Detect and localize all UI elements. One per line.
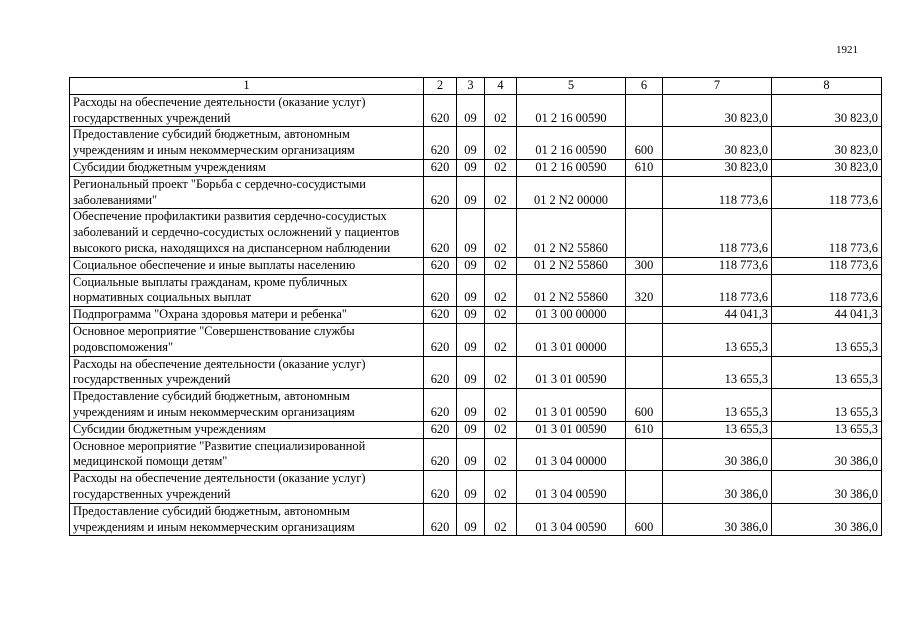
ministry-code: 620 [424, 323, 457, 356]
ministry-code: 620 [424, 209, 457, 257]
amount-col-7: 118 773,6 [663, 274, 772, 307]
amount-col-7: 118 773,6 [663, 209, 772, 257]
amount-col-7: 13 655,3 [663, 323, 772, 356]
target-article-code: 01 3 01 00590 [517, 421, 626, 438]
page-number: 1921 [836, 44, 858, 56]
table-row [70, 307, 882, 324]
section-code: 09 [457, 356, 485, 389]
row-description: Региональный проект "Борьба с сердечно-сосудистыми заболеваниями" [70, 176, 424, 209]
column-header-2: 2 [424, 78, 457, 95]
target-article-code: 01 3 01 00590 [517, 356, 626, 389]
amount-col-8: 30 823,0 [772, 94, 882, 127]
expense-type-code [626, 356, 663, 389]
section-code: 09 [457, 421, 485, 438]
column-header-8: 8 [772, 78, 882, 95]
expense-type-code: 320 [626, 274, 663, 307]
table-header-row [70, 78, 882, 95]
expense-type-code: 300 [626, 257, 663, 274]
amount-col-8: 118 773,6 [772, 209, 882, 257]
row-description: Расходы на обеспечение деятельности (оказание услуг) государственных учреждений [70, 471, 424, 504]
expense-type-code: 610 [626, 159, 663, 176]
section-code: 09 [457, 159, 485, 176]
ministry-code: 620 [424, 471, 457, 504]
amount-col-8: 30 823,0 [772, 127, 882, 160]
section-code: 09 [457, 438, 485, 471]
subsection-code: 02 [485, 471, 517, 504]
amount-col-7: 30 823,0 [663, 94, 772, 127]
amount-col-7: 13 655,3 [663, 356, 772, 389]
amount-col-8: 118 773,6 [772, 274, 882, 307]
section-code: 09 [457, 389, 485, 422]
ministry-code: 620 [424, 176, 457, 209]
subsection-code: 02 [485, 274, 517, 307]
table-row [70, 127, 882, 160]
row-description: Субсидии бюджетным учреждениям [70, 159, 424, 176]
row-description: Основное мероприятие "Совершенствование службы родовспоможения" [70, 323, 424, 356]
column-header-3: 3 [457, 78, 485, 95]
amount-col-7: 30 386,0 [663, 438, 772, 471]
expense-type-code [626, 471, 663, 504]
subsection-code: 02 [485, 94, 517, 127]
table-row [70, 503, 882, 536]
expense-type-code [626, 438, 663, 471]
subsection-code: 02 [485, 209, 517, 257]
row-description: Субсидии бюджетным учреждениям [70, 421, 424, 438]
section-code: 09 [457, 471, 485, 504]
target-article-code: 01 3 01 00000 [517, 323, 626, 356]
table-row [70, 274, 882, 307]
amount-col-7: 30 823,0 [663, 127, 772, 160]
row-description: Предоставление субсидий бюджетным, автономным учреждениям и иным некоммерческим организациям [70, 127, 424, 160]
target-article-code: 01 3 00 00000 [517, 307, 626, 324]
row-description: Обеспечение профилактики развития сердечно-сосудистых заболеваний и сердечно-сосудистых осложнений у пациентов высокого риска, находящихся на диспансерном наблюдении [70, 209, 424, 257]
amount-col-8: 13 655,3 [772, 421, 882, 438]
ministry-code: 620 [424, 438, 457, 471]
expense-type-code: 600 [626, 503, 663, 536]
ministry-code: 620 [424, 307, 457, 324]
table-row [70, 323, 882, 356]
table-row [70, 159, 882, 176]
target-article-code: 01 3 04 00590 [517, 471, 626, 504]
amount-col-8: 30 386,0 [772, 471, 882, 504]
row-description: Предоставление субсидий бюджетным, автономным учреждениям и иным некоммерческим организациям [70, 503, 424, 536]
amount-col-7: 13 655,3 [663, 421, 772, 438]
amount-col-7: 118 773,6 [663, 257, 772, 274]
amount-col-8: 30 823,0 [772, 159, 882, 176]
expense-type-code [626, 176, 663, 209]
row-description: Основное мероприятие "Развитие специализированной медицинской помощи детям" [70, 438, 424, 471]
table-row [70, 389, 882, 422]
row-description: Расходы на обеспечение деятельности (оказание услуг) государственных учреждений [70, 94, 424, 127]
ministry-code: 620 [424, 356, 457, 389]
ministry-code: 620 [424, 159, 457, 176]
row-description: Расходы на обеспечение деятельности (оказание услуг) государственных учреждений [70, 356, 424, 389]
column-header-7: 7 [663, 78, 772, 95]
target-article-code: 01 2 16 00590 [517, 127, 626, 160]
ministry-code: 620 [424, 127, 457, 160]
ministry-code: 620 [424, 503, 457, 536]
section-code: 09 [457, 176, 485, 209]
amount-col-7: 44 041,3 [663, 307, 772, 324]
subsection-code: 02 [485, 438, 517, 471]
column-header-5: 5 [517, 78, 626, 95]
target-article-code: 01 2 N2 55860 [517, 209, 626, 257]
row-description: Предоставление субсидий бюджетным, автономным учреждениям и иным некоммерческим организациям [70, 389, 424, 422]
ministry-code: 620 [424, 421, 457, 438]
section-code: 09 [457, 307, 485, 324]
subsection-code: 02 [485, 127, 517, 160]
row-description: Социальные выплаты гражданам, кроме публичных нормативных социальных выплат [70, 274, 424, 307]
section-code: 09 [457, 503, 485, 536]
target-article-code: 01 2 16 00590 [517, 159, 626, 176]
target-article-code: 01 2 16 00590 [517, 94, 626, 127]
subsection-code: 02 [485, 389, 517, 422]
section-code: 09 [457, 323, 485, 356]
subsection-code: 02 [485, 503, 517, 536]
amount-col-7: 30 386,0 [663, 471, 772, 504]
section-code: 09 [457, 257, 485, 274]
target-article-code: 01 2 N2 55860 [517, 274, 626, 307]
table-row [70, 471, 882, 504]
section-code: 09 [457, 94, 485, 127]
expense-type-code [626, 209, 663, 257]
target-article-code: 01 2 N2 55860 [517, 257, 626, 274]
table-row [70, 356, 882, 389]
ministry-code: 620 [424, 257, 457, 274]
expense-type-code [626, 307, 663, 324]
table-row [70, 94, 882, 127]
amount-col-8: 13 655,3 [772, 389, 882, 422]
subsection-code: 02 [485, 356, 517, 389]
expense-type-code: 600 [626, 127, 663, 160]
amount-col-7: 13 655,3 [663, 389, 772, 422]
target-article-code: 01 3 04 00590 [517, 503, 626, 536]
expense-type-code: 600 [626, 389, 663, 422]
amount-col-8: 30 386,0 [772, 438, 882, 471]
subsection-code: 02 [485, 307, 517, 324]
amount-col-8: 44 041,3 [772, 307, 882, 324]
table-row [70, 176, 882, 209]
row-description: Социальное обеспечение и иные выплаты населению [70, 257, 424, 274]
amount-col-7: 118 773,6 [663, 176, 772, 209]
column-header-4: 4 [485, 78, 517, 95]
amount-col-8: 118 773,6 [772, 176, 882, 209]
subsection-code: 02 [485, 257, 517, 274]
amount-col-8: 118 773,6 [772, 257, 882, 274]
subsection-code: 02 [485, 176, 517, 209]
expense-type-code [626, 323, 663, 356]
expense-type-code: 610 [626, 421, 663, 438]
table-row [70, 421, 882, 438]
budget-table [69, 77, 882, 536]
section-code: 09 [457, 127, 485, 160]
row-description: Подпрограмма "Охрана здоровья матери и ребенка" [70, 307, 424, 324]
target-article-code: 01 3 01 00590 [517, 389, 626, 422]
section-code: 09 [457, 274, 485, 307]
subsection-code: 02 [485, 159, 517, 176]
ministry-code: 620 [424, 94, 457, 127]
section-code: 09 [457, 209, 485, 257]
subsection-code: 02 [485, 323, 517, 356]
table-row [70, 209, 882, 257]
column-header-1: 1 [70, 78, 424, 95]
ministry-code: 620 [424, 274, 457, 307]
amount-col-7: 30 823,0 [663, 159, 772, 176]
target-article-code: 01 2 N2 00000 [517, 176, 626, 209]
amount-col-7: 30 386,0 [663, 503, 772, 536]
subsection-code: 02 [485, 421, 517, 438]
target-article-code: 01 3 04 00000 [517, 438, 626, 471]
ministry-code: 620 [424, 389, 457, 422]
amount-col-8: 30 386,0 [772, 503, 882, 536]
amount-col-8: 13 655,3 [772, 323, 882, 356]
expense-type-code [626, 94, 663, 127]
table-row [70, 257, 882, 274]
table-row [70, 438, 882, 471]
amount-col-8: 13 655,3 [772, 356, 882, 389]
column-header-6: 6 [626, 78, 663, 95]
